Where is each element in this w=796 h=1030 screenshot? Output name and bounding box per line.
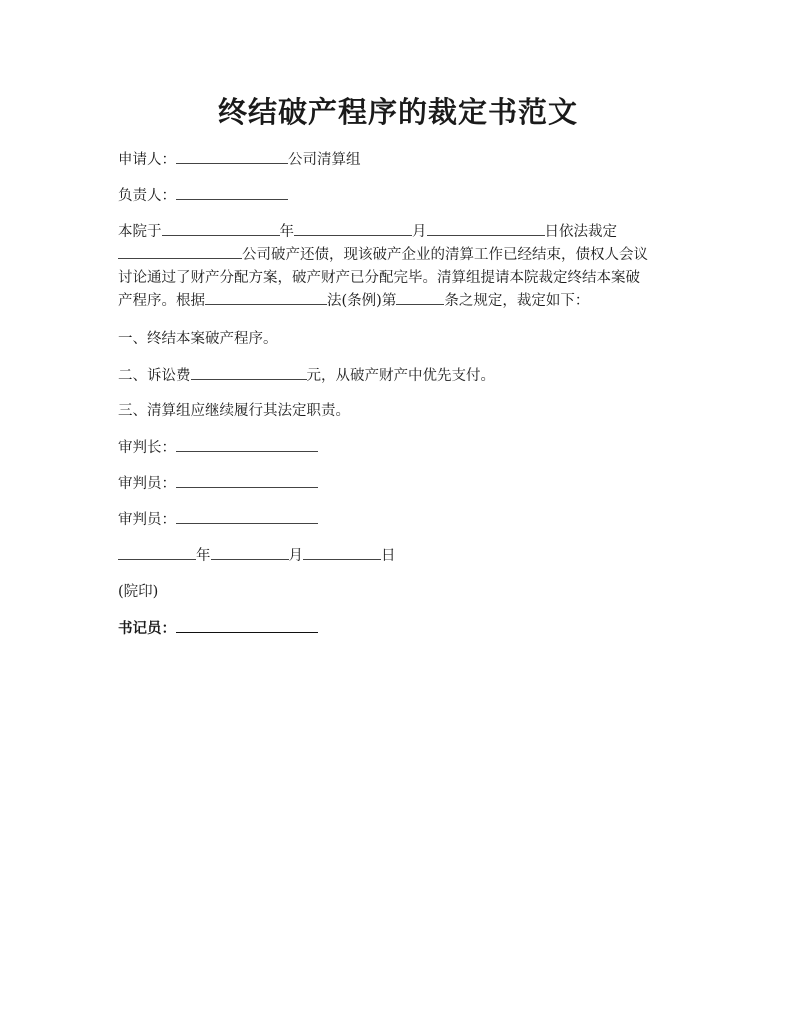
company-blank [118,244,242,259]
fee-blank [191,365,307,380]
text-segment: 月 [412,224,427,240]
date-year-blank [118,545,196,560]
applicant-line [118,149,361,171]
judge-label: 审判员： [118,476,176,492]
ruling-item-2 [118,365,495,387]
article-blank [396,290,444,305]
judge-line-1 [118,473,318,495]
chief-judge-label: 审判长： [118,440,176,456]
day-blank [427,221,545,236]
responsible-blank [176,185,288,200]
judge-label: 审判员： [118,512,176,528]
date-day-blank [303,545,381,560]
ruling-paragraph [118,221,678,313]
text-segment: 条之规定，裁定如下： [444,293,590,309]
clerk-line [118,618,318,640]
paragraph-row-1 [118,221,678,244]
clerk-label: 书记员： [118,620,176,637]
day-label: 日 [381,548,396,564]
chief-judge-blank [176,437,318,452]
ruling-item-3: 三、清算组应继续履行其法定职责。 [118,403,350,419]
text-segment: 年 [279,224,294,240]
text-segment: 产程序。根据 [118,293,205,309]
date-line [118,545,396,567]
text-segment: 日依法裁定 [544,224,617,240]
text-segment: 讨论通过了财产分配方案，破产财产已分配完毕。清算组提请本院裁定终结本案破 [118,270,640,286]
paragraph-row-3 [118,267,678,290]
paragraph-row-4 [118,290,678,313]
law-blank [205,290,327,305]
paragraph-row-2 [118,244,678,267]
applicant-label: 申请人： [118,152,176,168]
text-segment: 法(条例)第 [327,293,397,309]
ruling-item-1: 一、终结本案破产程序。 [118,331,278,347]
text-segment: 二、诉讼费 [118,368,191,384]
judge-blank [176,473,318,488]
court-seal: (院印) [118,584,159,600]
judge-blank [176,509,318,524]
document-title: 终结破产程序的裁定书范文 [217,95,578,129]
text-segment: 本院于 [118,224,162,240]
date-month-blank [211,545,289,560]
text-segment: 公司破产还债，现该破产企业的清算工作已经结束，债权人会议 [242,247,648,263]
responsible-label: 负责人： [118,188,176,204]
chief-judge-line [118,437,318,459]
responsible-line [118,185,288,207]
applicant-blank [176,149,288,164]
month-label: 月 [288,548,303,564]
month-blank [294,221,412,236]
clerk-blank [176,618,318,633]
text-segment: 元，从破产财产中优先支付。 [306,368,495,384]
judge-line-2 [118,509,318,531]
year-label: 年 [196,548,211,564]
applicant-suffix: 公司清算组 [288,152,361,168]
year-blank [162,221,280,236]
